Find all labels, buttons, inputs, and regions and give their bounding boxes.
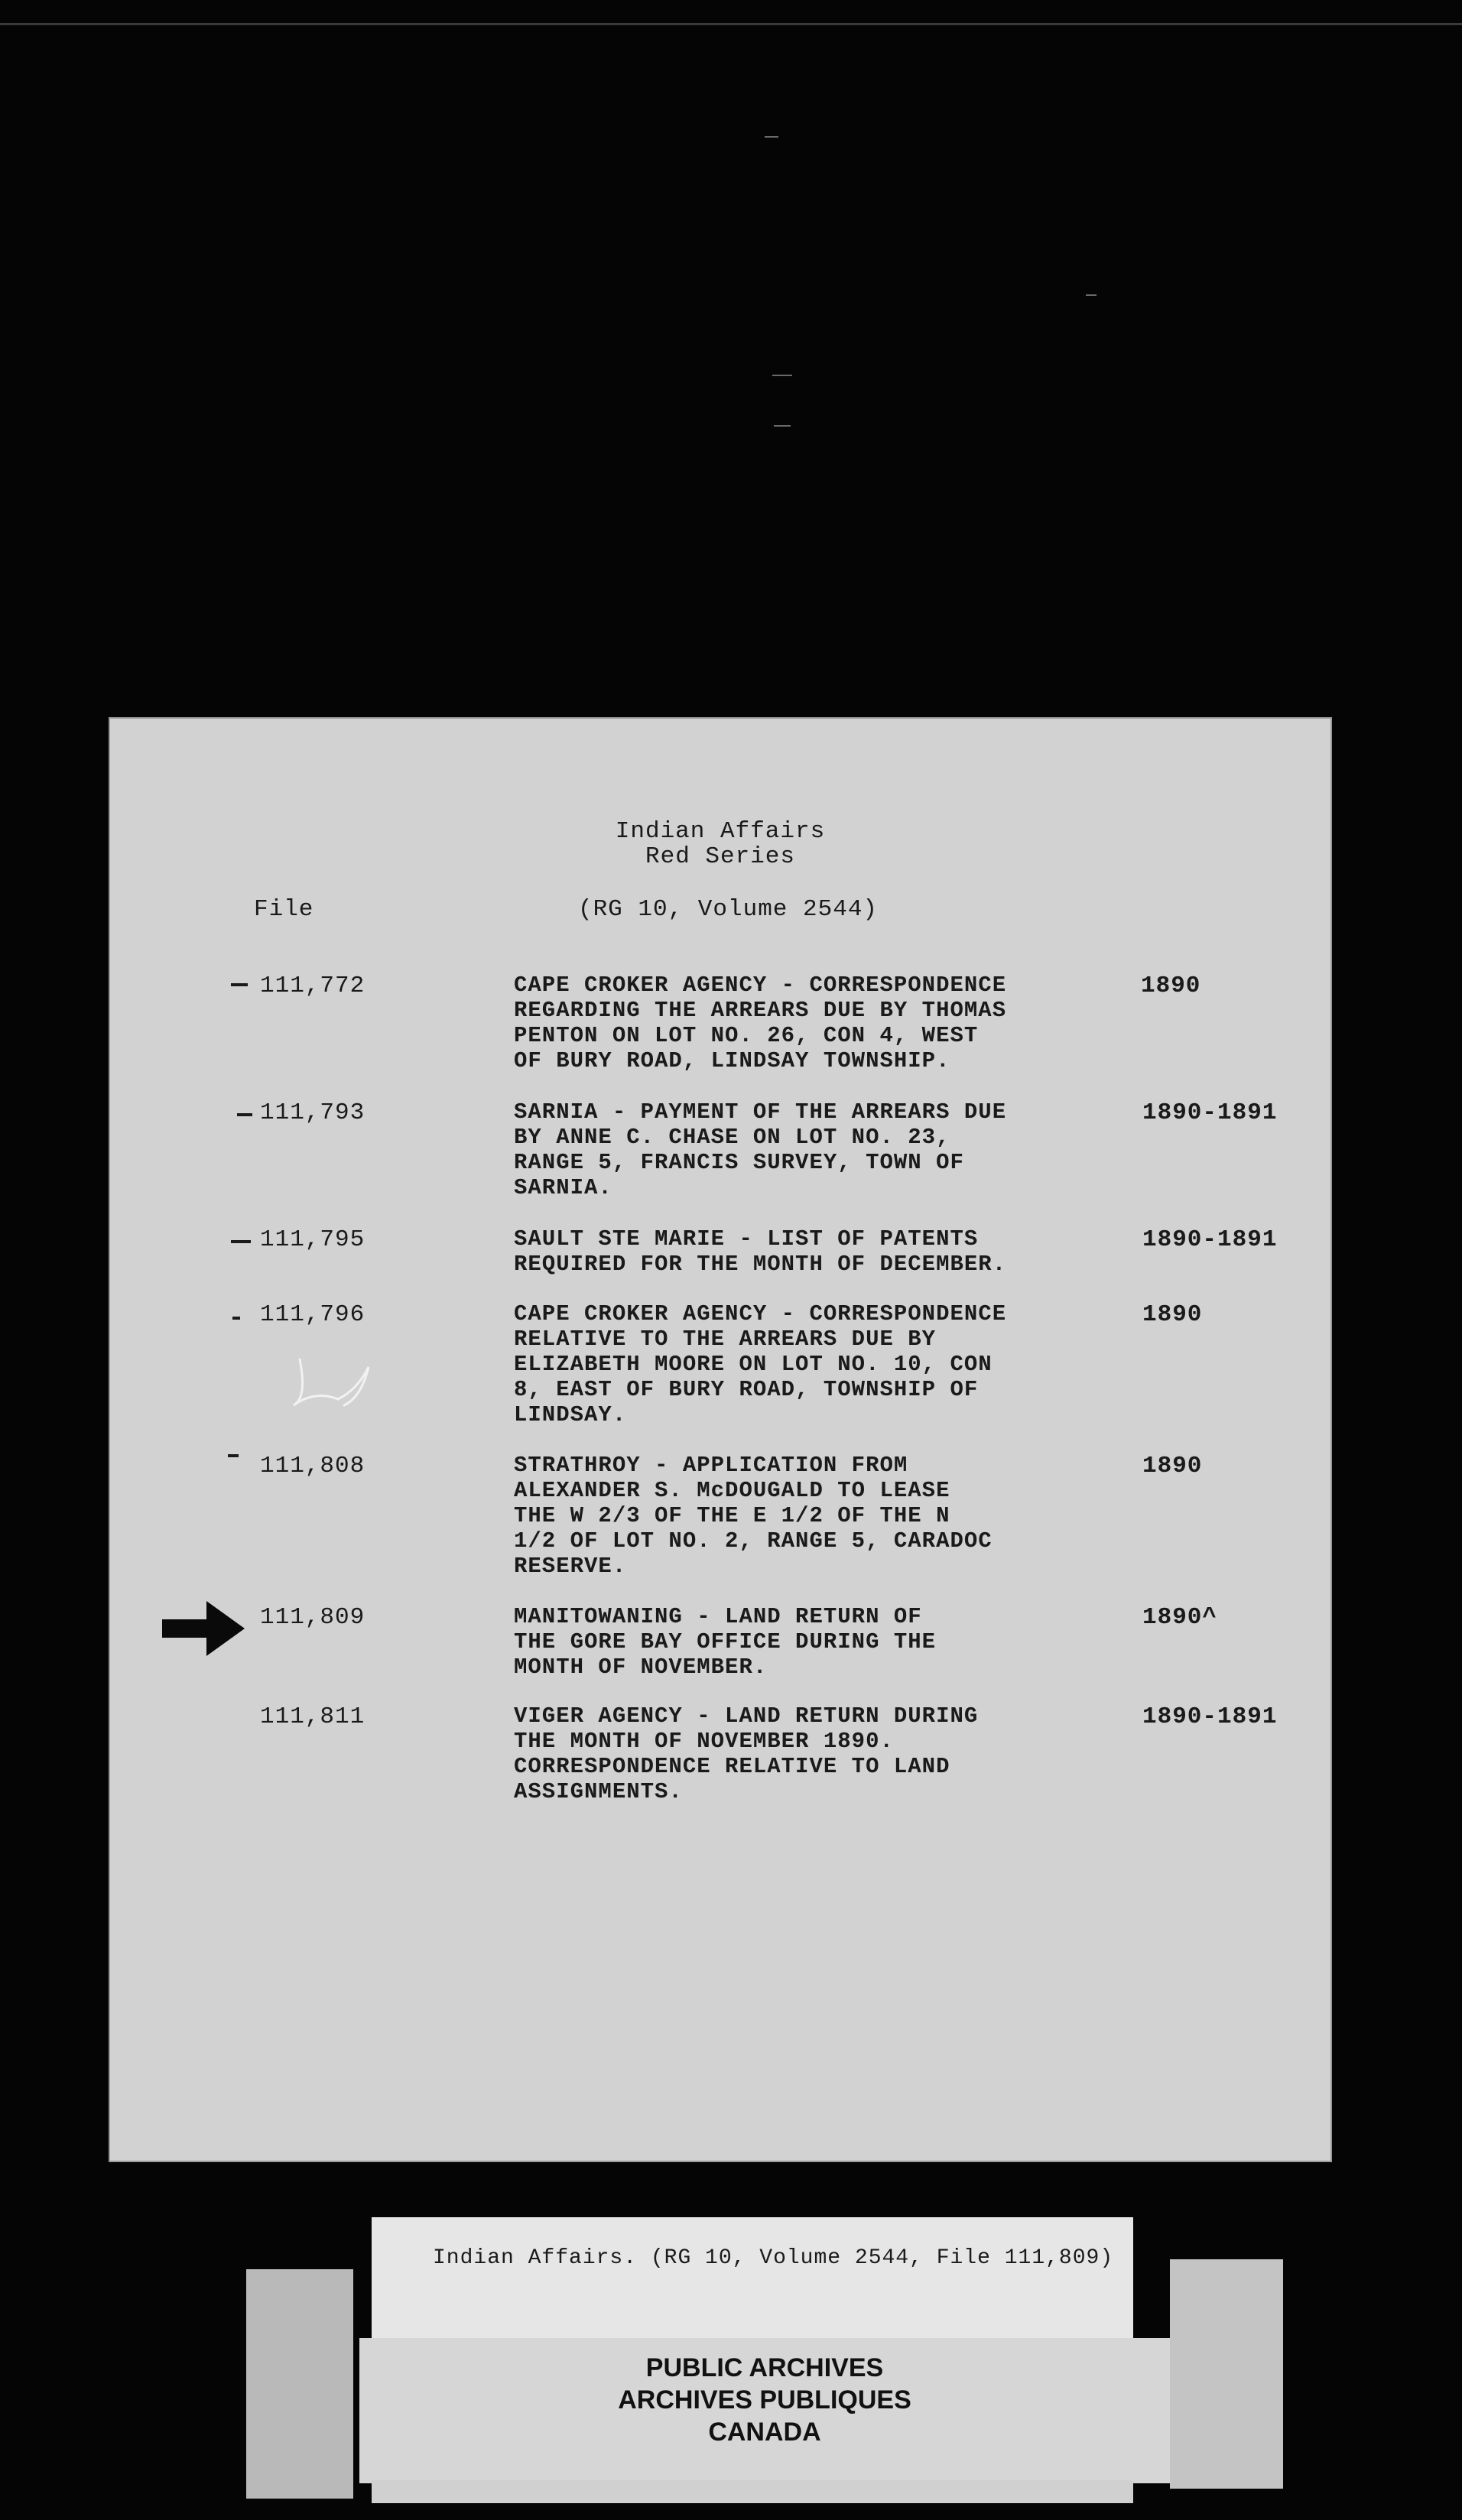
file-description: VIGER AGENCY - LAND RETURN DURING THE MONTH OF NOVEMBER 1890. CORRESPONDENCE RELATIVE TO LAND ASSIGNMENTS. — [514, 1703, 979, 1804]
film-tab-left — [246, 2269, 353, 2499]
citation-text: Indian Affairs. (RG 10, Volume 2544, File 111,809) — [433, 2246, 1114, 2270]
file-number: 111,811 — [260, 1703, 366, 1730]
volume-line: (RG 10, Volume 2544) — [577, 896, 879, 923]
file-description: CAPE CROKER AGENCY - CORRESPONDENCE REGARDING THE ARREARS DUE BY THOMAS PENTON ON LOT NO. 26, CON 4, WEST OF BURY ROAD, LINDSAY TOWNSHIP. — [514, 973, 1007, 1073]
file-number: 111,808 — [260, 1453, 366, 1479]
file-number: 111,772 — [260, 973, 366, 999]
file-description: CAPE CROKER AGENCY - CORRESPONDENCE RELATIVE TO THE ARREARS DUE BY ELIZABETH MOORE ON LOT NO. 10, CON 8, EAST OF BURY ROAD, TOWNSHIP OF LINDSAY. — [514, 1301, 1007, 1427]
archive-label-line: ARCHIVES PUBLIQUES — [618, 2385, 911, 2414]
file-description: STRATHROY - APPLICATION FROM ALEXANDER S. McDOUGALD TO LEASE THE W 2/3 OF THE E 1/2 OF THE N 1/2 OF LOT NO. 2, RANGE 5, CARADOC RESERVE. — [514, 1453, 993, 1579]
file-description: SAULT STE MARIE - LIST OF PATENTS REQUIRED FOR THE MONTH OF DECEMBER. — [514, 1226, 1007, 1277]
film-edge-line — [0, 23, 1462, 25]
file-years: 1890-1891 — [1142, 1099, 1278, 1126]
file-years: 1890-1891 — [1142, 1703, 1278, 1730]
file-description: SARNIA - PAYMENT OF THE ARREARS DUE BY ANNE C. CHASE ON LOT NO. 23, RANGE 5, FRANCIS SURVEY, TOWN OF SARNIA. — [514, 1099, 1007, 1200]
film-bottom-strip — [372, 2480, 1133, 2503]
film-tab-right — [1170, 2259, 1283, 2489]
film-speck — [772, 375, 792, 376]
margin-dash — [228, 1454, 239, 1457]
archive-label-line: PUBLIC ARCHIVES — [645, 2353, 884, 2382]
margin-dash — [231, 1240, 251, 1243]
margin-dash — [237, 1113, 252, 1116]
arrow-right-icon — [162, 1598, 246, 1659]
file-years: 1890 — [1141, 973, 1201, 999]
file-years: 1890^ — [1142, 1604, 1218, 1631]
margin-dash — [232, 1317, 240, 1320]
file-years: 1890-1891 — [1142, 1226, 1278, 1253]
archive-label-line: CANADA — [708, 2418, 821, 2447]
file-number: 111,795 — [260, 1226, 366, 1253]
film-speck — [765, 136, 778, 138]
index-sheet — [109, 717, 1332, 2162]
file-number: 111,793 — [260, 1099, 366, 1126]
margin-dash — [231, 983, 248, 986]
file-description: MANITOWANING - LAND RETURN OF THE GORE BAY OFFICE DURING THE MONTH OF NOVEMBER. — [514, 1604, 937, 1680]
handwritten-initials — [284, 1344, 384, 1413]
archive-label — [359, 2338, 1170, 2483]
file-column-label: File — [254, 896, 314, 923]
header-title: Indian Affairs — [615, 818, 826, 845]
file-years: 1890 — [1142, 1301, 1203, 1328]
file-years: 1890 — [1142, 1453, 1203, 1479]
film-speck — [1086, 294, 1096, 296]
file-number: 111,809 — [260, 1604, 366, 1631]
header-series: Red Series — [645, 843, 796, 870]
file-number: 111,796 — [260, 1301, 366, 1328]
film-speck — [774, 425, 791, 427]
